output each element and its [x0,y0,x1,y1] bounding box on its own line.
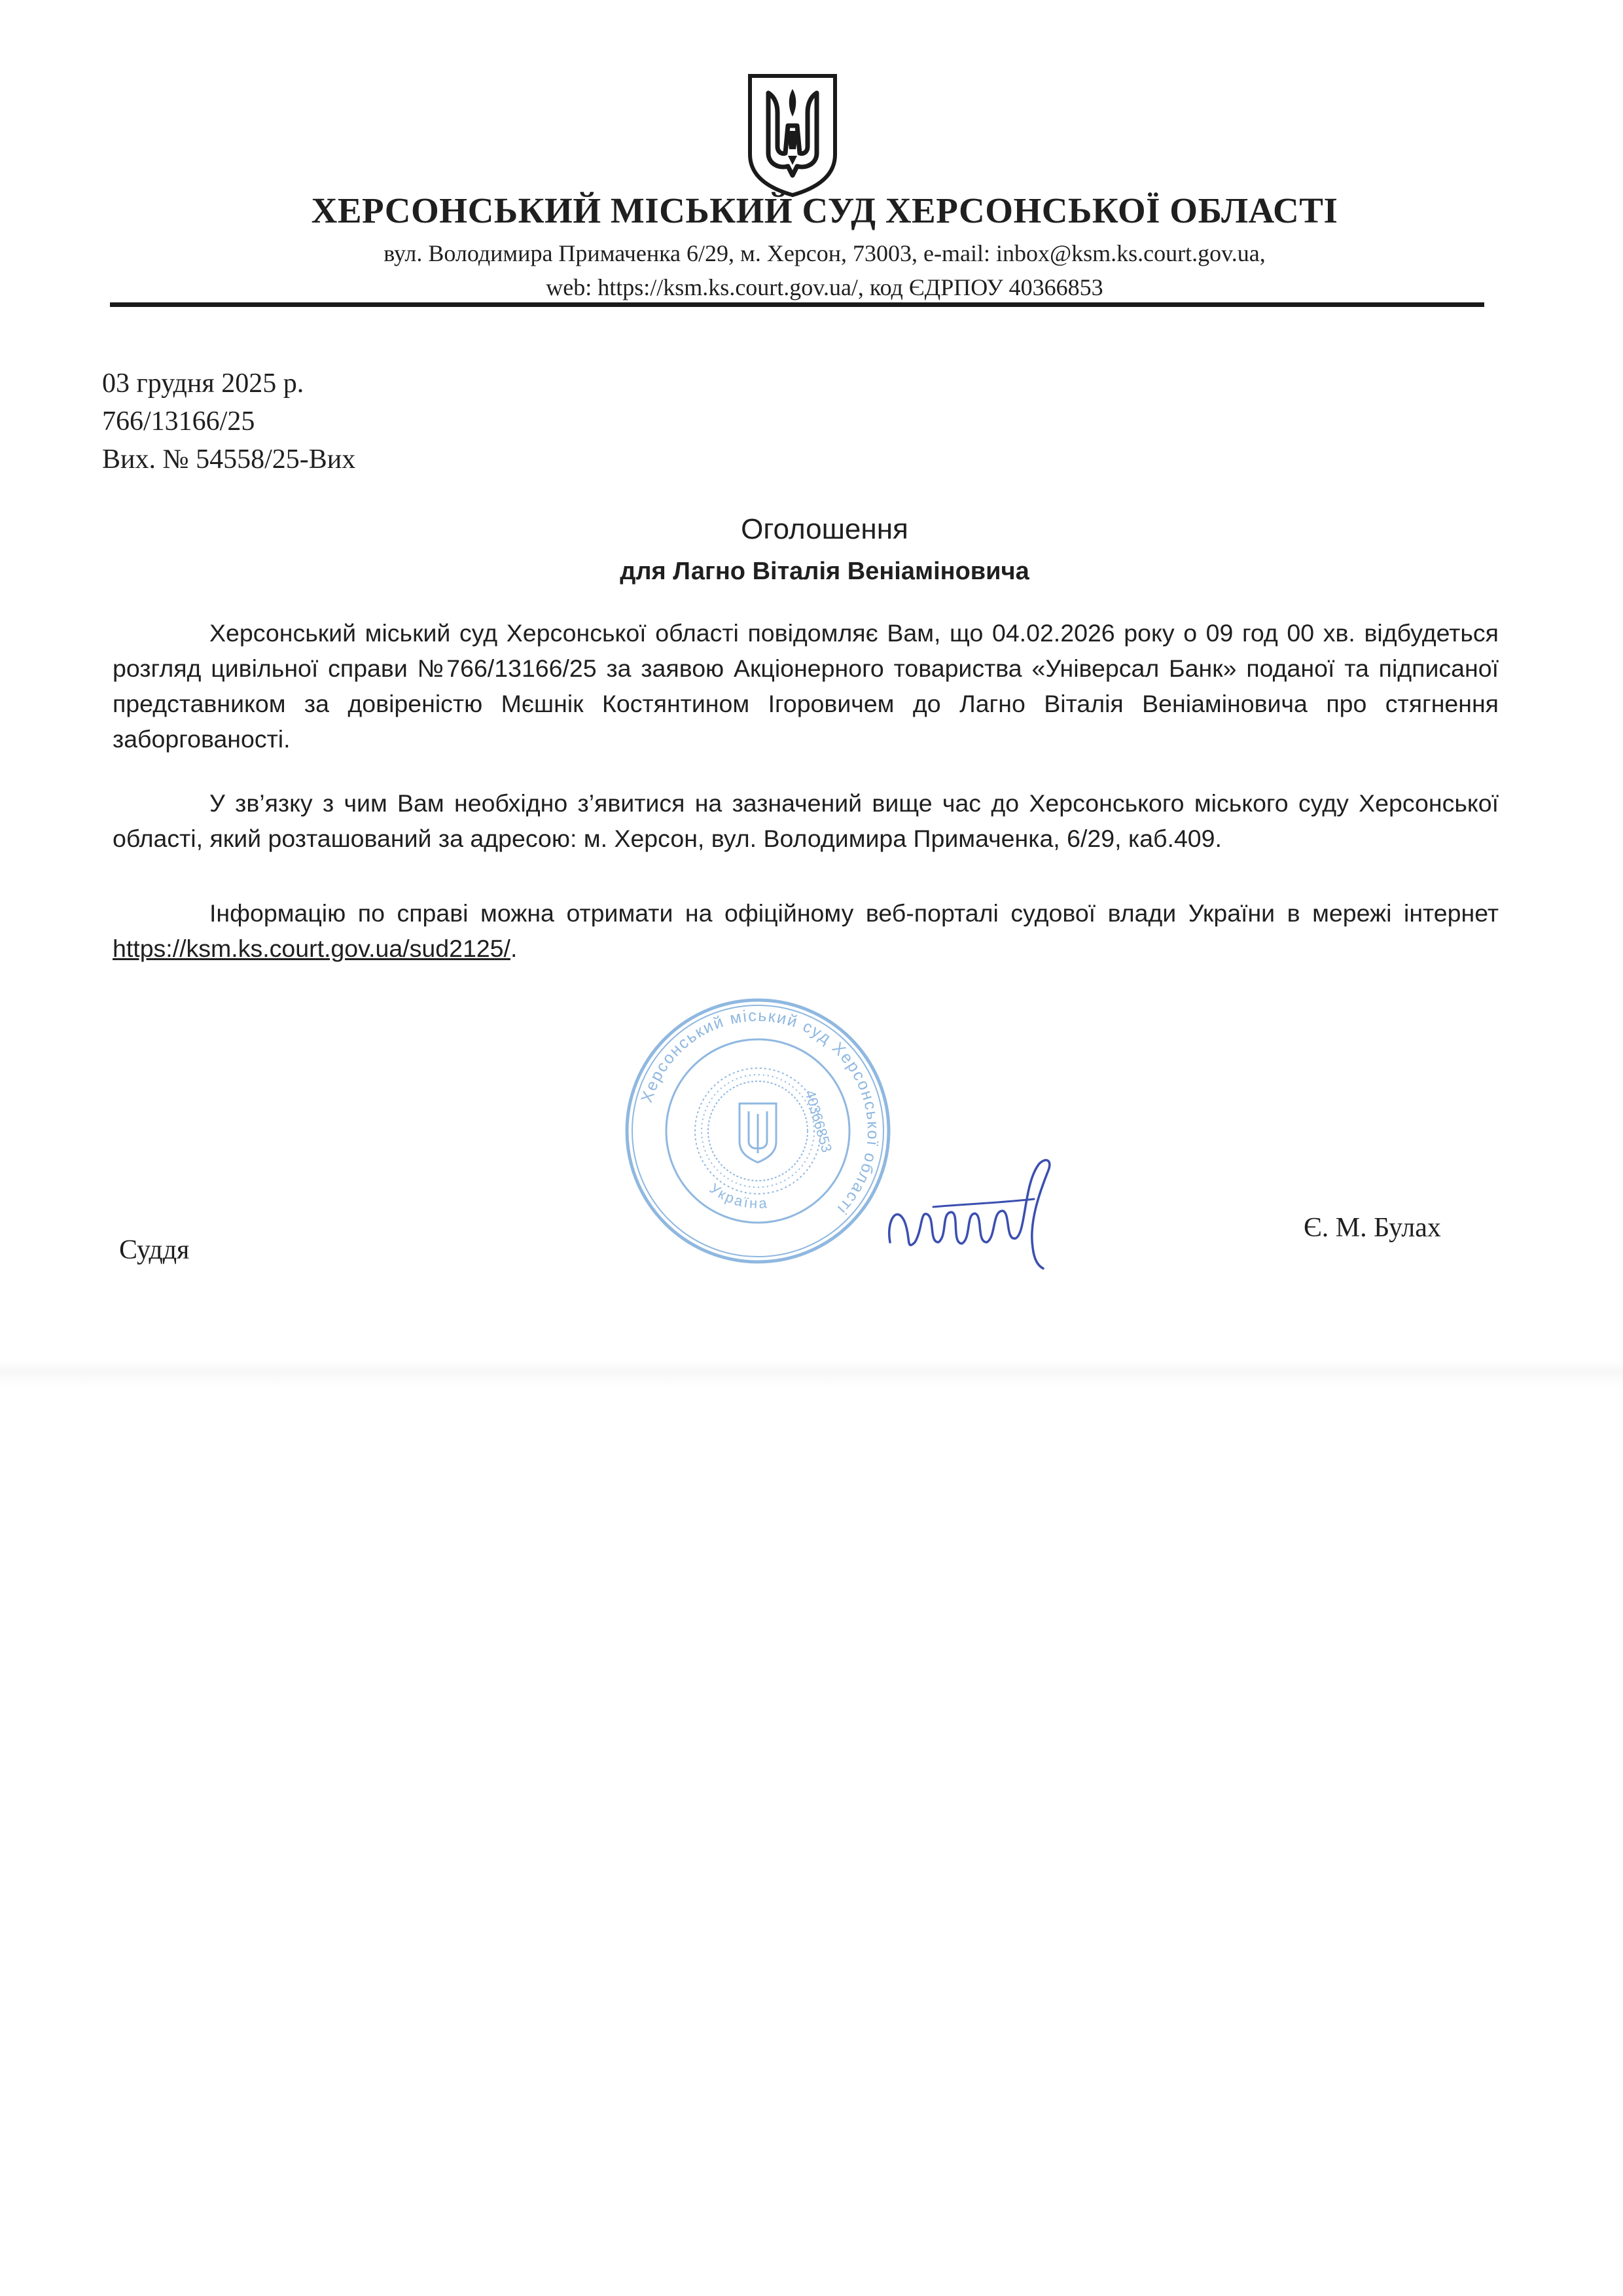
case-number: 766/13166/25 [102,406,255,437]
court-portal-link[interactable]: https://ksm.ks.court.gov.ua/sud2125/ [113,935,510,962]
notice-addressee: для Лагно Віталія Веніаміновича [620,558,1029,585]
notice-title: Оголошення [741,513,908,545]
stamp-ring-text: Херсонський міський суд Херсонської області [637,1006,883,1219]
signer-role: Суддя [119,1235,190,1265]
court-address: вул. Володимира Примаченка 6/29, м. Херсон, 73003, e-mail: inbox@ksm.ks.court.gov.ua, [383,240,1266,266]
signer-name: Є. М. Булах [1304,1213,1441,1243]
stamp-code: 40366853 [802,1088,836,1155]
document-date: 03 грудня 2025 р. [102,368,304,399]
header-divider [110,302,1484,307]
info-text: Інформацію по справі можна отримати на офіційному веб-порталі судової влади України в мережі інтернет [209,899,1499,927]
svg-text:Україна [707,1180,770,1211]
notice-paragraph-appear: У зв’язку з чим Вам необхідно з’явитися на зазначений вище час до Херсонського міського суду Херсонської області, який розташований за адресою: м. Херсон, вул. Володимира Примаченка, 6/29, каб.409. [113,789,1499,852]
court-web-and-code: web: https://ksm.ks.court.gov.ua/, код ЄДРПОУ 40366853 [546,274,1103,300]
outgoing-number: Вих. № 54558/25-Вих [102,444,356,475]
stamp-graphics [627,1000,889,1262]
notice-paragraph-info [113,895,1499,966]
scan-edge-shadow [0,1361,1623,1388]
court-name: ХЕРСОНСЬКИЙ МІСЬКИЙ СУД ХЕРСОНСЬКОЇ ОБЛАСТІ [311,190,1338,230]
trident-coat-of-arms-icon [745,71,840,199]
court-seal-stamp [620,994,895,1268]
stamp-inner-text: Україна [706,1179,770,1212]
notice-paragraph-hearing: Херсонський міський суд Херсонської області повідомляє Вам, що 04.02.2026 року о 09 год 00 хв. відбудеться розгляд цивільної справи №766/13166/25 за заявою Акціонерного товариства «Універсал Банк» поданої та підписаної представником за довіреністю Мєшнік Костянтином Ігоровичем до Лагно Віталія Веніаміновича про стягнення заборгованості. [113,619,1499,753]
info-text-end: . [510,935,518,962]
judge-signature [877,1144,1073,1275]
svg-text:Херсонський міський суд Херсон [637,1007,882,1219]
